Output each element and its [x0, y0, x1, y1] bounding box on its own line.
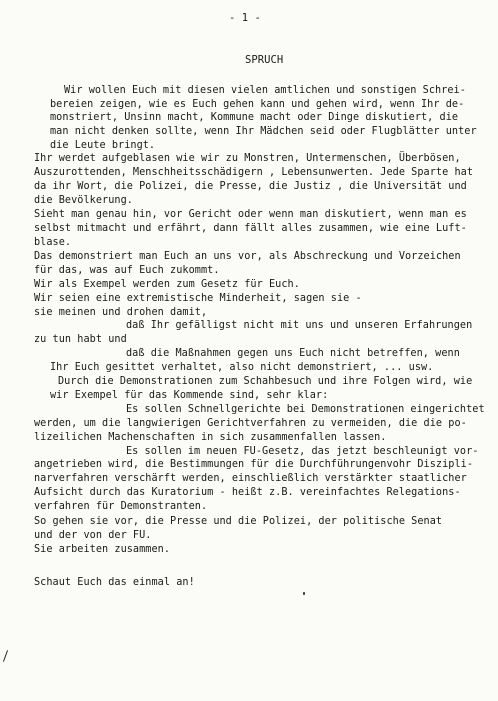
body-line: Es sollen im neuen FU-Gesetz, das jetzt beschleunigt vor- [126, 446, 479, 457]
page-number: - 1 - [229, 12, 261, 24]
body-line: Es sollen Schnellgerichte bei Demonstrationen eingerichtet [126, 404, 485, 415]
paper-speck [303, 592, 305, 595]
body-line: Ihr werdet aufgeblasen wie wir zu Monstren, Untermenschen, Überbösen, [34, 153, 461, 164]
body-line: Wir als Exempel werden zum Gesetz für Euch. [34, 279, 300, 290]
body-line: Schaut Euch das einmal an! [34, 577, 195, 588]
body-line: bereien zeigen, wie es Euch gehen kann und gehen wird, wenn Ihr de- [50, 99, 465, 110]
body-line: die Bevölkerung. [34, 195, 133, 206]
body-line: Ihr Euch gesittet verhaltet, also nicht demonstriert, ... usw. [50, 362, 434, 373]
body-line: angetrieben wird, die Bestimmungen für die Durchführungenvohr Diszipli- [34, 459, 474, 470]
body-line: daß die Maßnahmen gegen uns Euch nicht betreffen, wenn [126, 348, 460, 359]
body-line: Sie arbeiten zusammen. [34, 544, 171, 555]
body-line: man nicht denken sollte, wenn Ihr Mädchen seid oder Flugblätter unter [50, 126, 477, 137]
body-line: da ihr Wort, die Polizei, die Presse, die Justiz , die Universität und [34, 181, 467, 192]
body-line: Auszurottenden, Menschheitsschädigern , Lebensunwerten. Jede Sparte hat [34, 167, 474, 178]
body-line: für das, was auf Euch zukommt. [34, 265, 220, 276]
body-line: Durch die Demonstrationen zum Schahbesuch und ihre Folgen wird, wie [58, 376, 473, 387]
body-line: Aufsicht durch das Kuratorium - heißt z.B. vereinfachtes Relegations- [34, 487, 461, 498]
body-line: monstriert, Unsinn macht, Kommune macht oder Dinge diskutiert, die [50, 112, 459, 123]
body-line: Sieht man genau hin, vor Gericht oder wenn man diskutiert, wenn man es [34, 209, 467, 220]
body-line: Wir seien eine extremistische Minderheit, sagen sie - [34, 293, 362, 304]
body-line: sie meinen und drohen damit, [34, 307, 208, 318]
body-line: die Leute bringt. [50, 140, 156, 151]
body-line: narverfahren verschärft werden, einschließlich verstärkter staatlicher [34, 473, 467, 484]
body-line: verfahren für Demonstranten. [34, 501, 208, 512]
body-line: blase. [34, 237, 72, 248]
document-title: SPRUCH [245, 54, 284, 66]
body-line: und der von der FU. [34, 530, 152, 541]
body-line: werden, um die langwierigen Gerichtverfahren zu vermeiden, die die po- [34, 418, 467, 429]
body-line: lizeilichen Machenschaften in sich zusammenfallen lassen. [34, 432, 387, 443]
body-line: wir Exempel für das Kommende sind, sehr klar: [50, 390, 329, 401]
body-line: So gehen sie vor, die Presse und die Polizei, der politische Senat [34, 516, 443, 527]
margin-mark [3, 650, 8, 662]
body-line: daß Ihr gefälligst nicht mit uns und unseren Erfahrungen [126, 320, 473, 331]
body-line: Wir wollen Euch mit diesen vielen amtlichen und sonstigen Schrei- [64, 85, 466, 96]
body-line: Das demonstriert man Euch an uns vor, als Abschreckung und Vorzeichen [34, 251, 461, 262]
body-line: selbst mitmacht und erfährt, dann fällt alles zusammen, wie eine Luft- [34, 223, 467, 234]
body-line: zu tun habt und [34, 334, 127, 345]
